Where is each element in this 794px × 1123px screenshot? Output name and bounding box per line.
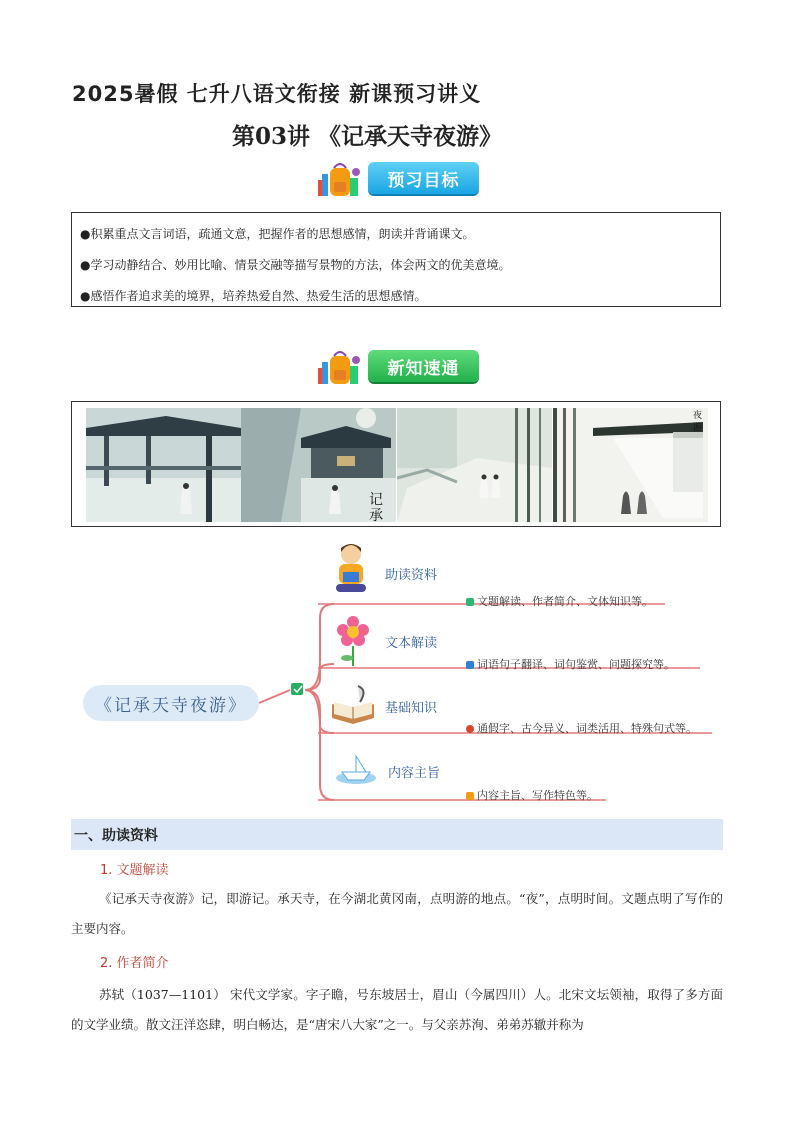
flower-icon: [334, 616, 372, 668]
illustration-gallery: [71, 401, 721, 527]
painting-night-walk: [553, 408, 708, 522]
painting-bamboo-path: [397, 408, 552, 522]
school-bag-icon: [316, 348, 362, 388]
subheading-author: 2. 作者简介: [100, 956, 169, 971]
svg-text:承: 承: [369, 508, 383, 522]
series-title: 2025暑假 七升八语文衔接 新课预习讲义: [72, 82, 482, 106]
goals-badge: 预习目标: [368, 162, 479, 194]
branch-detail: 通假字、古今异义、词类活用、特殊句式等。: [466, 720, 697, 736]
new-knowledge-badge: 新知速通: [368, 350, 479, 382]
branch-detail: 内容主旨、写作特色等。: [466, 787, 598, 803]
paper-boat-icon: [334, 748, 378, 788]
info-bullet-icon: [466, 661, 474, 669]
branch-label: 文本解读: [385, 636, 438, 651]
mindmap-center: 《记承天寺夜游》: [83, 685, 259, 721]
reading-child-icon: [330, 542, 372, 598]
subheading-title-reading: 1. 文题解读: [100, 863, 169, 878]
target-bullet-icon: [466, 725, 474, 733]
calligraphy-text: 记: [369, 492, 383, 508]
branch-label: 基础知识: [385, 701, 438, 716]
branch-label: 助读资料: [385, 568, 438, 583]
branch-detail: 文题解读、作者简介、文体知识等。: [466, 593, 653, 609]
branch-label: 内容主旨: [388, 766, 441, 781]
painting-temple-moon: [241, 408, 396, 522]
painting-courtyard-pavilion: [86, 408, 241, 522]
lecture-title: 第03讲 《记承天寺夜游》: [232, 123, 503, 150]
section-heading: 一、助读资料: [71, 819, 723, 850]
paragraph-author: 苏轼（1037—1101） 宋代文学家。字子瞻，号东坡居士，眉山（今属四川）人。北宋文坛领袖，取得了多方面的文学业绩。散文汪洋恣肆，明白畅达，是“唐宋八大家”之一。与父亲苏洵、弟弟苏辙并称为: [71, 987, 723, 1032]
goal-item: ●积累重点文言词语，疏通文意，把握作者的思想感情，朗读并背诵课文。: [80, 227, 475, 241]
school-bag-icon: [316, 160, 362, 200]
check-bullet-icon: [466, 598, 474, 606]
paragraph-title-reading: 《记承天寺夜游》记，即游记。承天寺，在今湖北黄冈南，点明游的地点。“夜”，点明时间。文题点明了写作的主要内容。: [71, 891, 723, 936]
svg-text:夜: 夜: [693, 411, 703, 421]
branch-detail: 词语句子翻译、词句鉴赏、问题探究等。: [466, 656, 675, 672]
svg-text:游: 游: [693, 423, 703, 433]
goal-item: ●学习动静结合、妙用比喻、情景交融等描写景物的方法，体会两文的优美意境。: [80, 258, 511, 272]
goal-item: ●感悟作者追求美的境界，培养热爱自然、热爱生活的思想感情。: [80, 289, 427, 303]
goals-box: [71, 212, 721, 307]
folder-bullet-icon: [466, 792, 474, 800]
book-quill-icon: [328, 684, 378, 726]
